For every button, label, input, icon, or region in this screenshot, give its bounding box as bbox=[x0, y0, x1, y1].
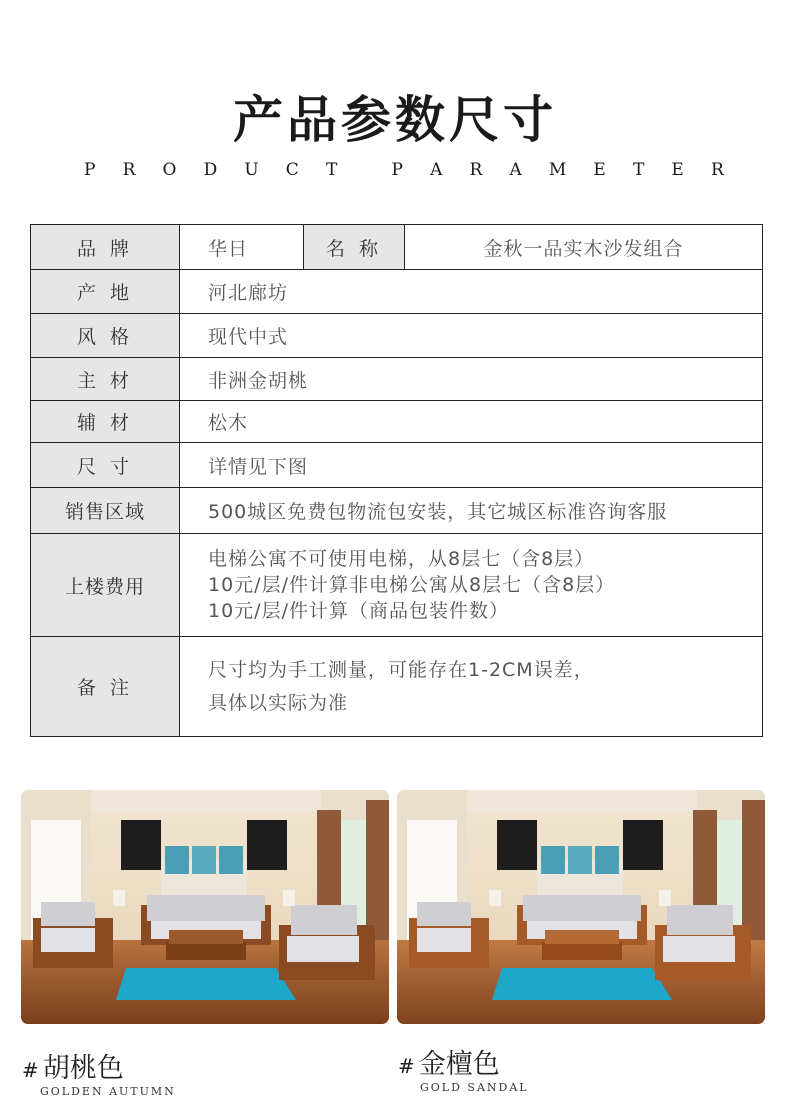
style-value: 现代中式 bbox=[180, 314, 763, 358]
subtitle-letter: C bbox=[285, 160, 299, 180]
main-material-value: 非洲金胡桃 bbox=[180, 358, 763, 401]
subtitle-letter: R bbox=[122, 160, 136, 180]
note-line: 具体以实际为准 bbox=[208, 691, 349, 714]
aux-material-label: 辅 材 bbox=[31, 401, 180, 443]
color-option-name bbox=[22, 1046, 124, 1085]
upstairs-line: 10元/层/件计算（商品包装件数） bbox=[208, 600, 509, 622]
subtitle-letter: M bbox=[548, 160, 567, 180]
name-label: 名 称 bbox=[304, 225, 405, 270]
table-row bbox=[31, 488, 763, 534]
upstairs-line: 电梯公寓不可使用电梯，从8层七（含8层） bbox=[208, 548, 595, 570]
parameter-table bbox=[30, 224, 763, 737]
subtitle-letter: T bbox=[632, 160, 645, 180]
color-option-name bbox=[398, 1042, 500, 1081]
color-name: 金檀色 bbox=[418, 1049, 500, 1080]
subtitle-letter: P bbox=[391, 160, 403, 180]
sofa-photo-gold-sandal bbox=[397, 790, 765, 1024]
upstairs-value bbox=[180, 534, 763, 637]
size-label: 尺 寸 bbox=[31, 443, 180, 488]
color-name: 胡桃色 bbox=[42, 1053, 124, 1084]
note-label: 备 注 bbox=[31, 637, 180, 737]
subtitle-letter: O bbox=[162, 160, 177, 180]
hash-mark: # bbox=[398, 1054, 415, 1078]
origin-value: 河北廊坊 bbox=[180, 270, 763, 314]
table-row bbox=[31, 637, 763, 737]
table-row bbox=[31, 225, 763, 270]
table-row bbox=[31, 270, 763, 314]
subtitle-letter: R bbox=[710, 160, 724, 180]
name-value: 金秋一品实木沙发组合 bbox=[405, 225, 763, 270]
style-label: 风 格 bbox=[31, 314, 180, 358]
subtitle-letter: A bbox=[509, 160, 522, 180]
note-line: 尺寸均为手工测量，可能存在1-2CM误差， bbox=[208, 658, 594, 681]
table-row bbox=[31, 443, 763, 488]
subtitle-letter: U bbox=[244, 160, 259, 180]
subtitle-letter: D bbox=[203, 160, 218, 180]
subtitle-letter: A bbox=[430, 160, 443, 180]
subtitle-letter: E bbox=[593, 160, 606, 180]
page-subtitle bbox=[84, 160, 724, 180]
sales-label: 销售区域 bbox=[31, 488, 180, 534]
note-value bbox=[180, 637, 763, 737]
table-row bbox=[31, 314, 763, 358]
hash-mark: # bbox=[22, 1058, 39, 1082]
origin-label: 产 地 bbox=[31, 270, 180, 314]
sofa-photo-walnut bbox=[21, 790, 389, 1024]
upstairs-line: 10元/层/件计算非电梯公寓从8层七（含8层） bbox=[208, 574, 616, 596]
table-row bbox=[31, 401, 763, 443]
subtitle-letter: T bbox=[325, 160, 338, 180]
subtitle-letter: E bbox=[671, 160, 684, 180]
table-row bbox=[31, 358, 763, 401]
size-value: 详情见下图 bbox=[180, 443, 763, 488]
brand-value: 华日 bbox=[180, 225, 304, 270]
main-material-label: 主 材 bbox=[31, 358, 180, 401]
subtitle-letter: R bbox=[469, 160, 483, 180]
aux-material-value: 松木 bbox=[180, 401, 763, 443]
sales-value: 500城区免费包物流包安装，其它城区标准咨询客服 bbox=[180, 488, 763, 534]
color-option-english: GOLDEN AUTUMN bbox=[40, 1085, 176, 1098]
subtitle-letter: P bbox=[84, 160, 96, 180]
page-title: 产品参数尺寸 bbox=[233, 90, 557, 149]
brand-label: 品 牌 bbox=[31, 225, 180, 270]
upstairs-label: 上楼费用 bbox=[31, 534, 180, 637]
table-row bbox=[31, 534, 763, 637]
color-option-english: GOLD SANDAL bbox=[420, 1081, 529, 1094]
